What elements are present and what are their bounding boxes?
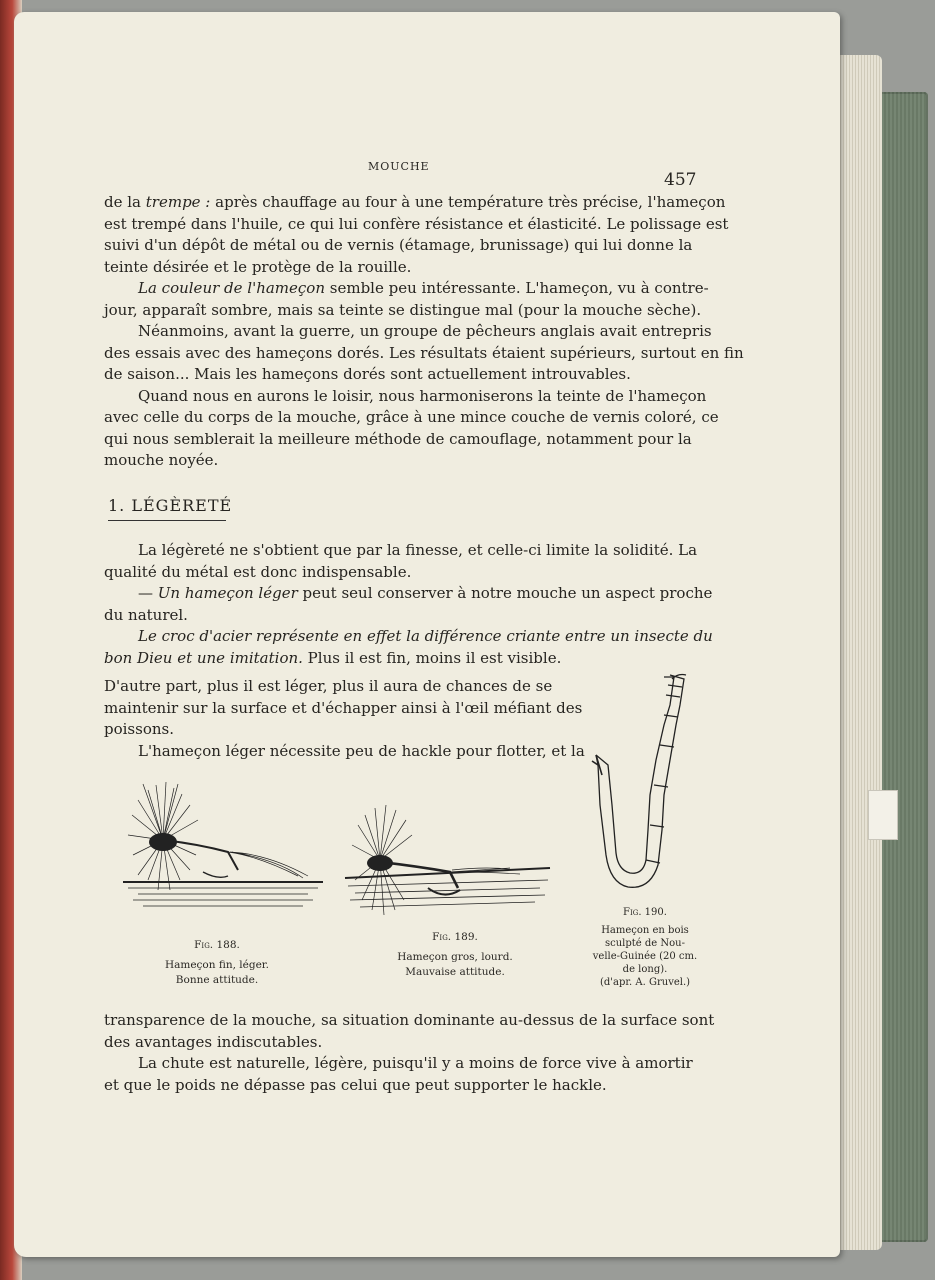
fig-189-caption-line: Mauvaise attitude.	[405, 966, 505, 978]
fig-188-caption-line: Bonne attitude.	[175, 974, 259, 986]
fig-190-caption-line: de long).	[622, 964, 668, 975]
text-line: qualité du métal est donc indispensable.	[104, 562, 412, 581]
fig-188-label: Fig. 188.	[194, 939, 240, 951]
text-line: poissons.	[104, 720, 174, 738]
paragraph-hook-tempering	[104, 192, 744, 472]
fig-190-caption-line: sculpté de Nou-	[605, 938, 685, 949]
text-line: transparence de la mouche, sa situation dominante au-dessus de la surface sont	[104, 1011, 715, 1029]
text-line: Néanmoins, avant la guerre, un groupe de pêcheurs anglais avait entrepris	[138, 322, 712, 340]
fig-189-label: Fig. 189.	[432, 931, 478, 943]
page-number: 457	[664, 170, 697, 190]
paragraph-lightness	[104, 540, 713, 669]
fig-189-heavy-hook-fly-illustration	[340, 800, 555, 925]
bookmark-tab	[868, 790, 898, 840]
fig-189-caption-line: Hameçon gros, lourd.	[397, 951, 513, 963]
text-line: L'hameçon léger nécessite peu de hackle pour flotter, et la	[138, 741, 585, 760]
fig-188-light-hook-fly-illustration	[118, 780, 328, 915]
text-line: qui nous semblerait la meilleure méthode de camouflage, notamment pour la	[104, 429, 692, 448]
section-heading: 1. LÉGÈRETÉ	[108, 496, 233, 515]
running-head: MOUCHE	[368, 160, 430, 173]
text-line: jour, apparaît sombre, mais sa teinte se distingue mal (pour la mouche sèche).	[104, 300, 702, 319]
text-line: des essais avec des hameçons dorés. Les résultats étaient supérieurs, surtout en fin	[104, 343, 744, 362]
fig-189-caption	[370, 930, 540, 980]
fig-190-caption	[580, 906, 710, 989]
text-line: avec celle du corps de la mouche, grâce à une mince couche de vernis coloré, ce	[104, 408, 719, 426]
text-line: maintenir sur la surface et d'échapper ainsi à l'œil méfiant des	[104, 698, 583, 717]
fig-190-caption-line: Hameçon en bois	[601, 925, 689, 936]
text-line: D'autre part, plus il est léger, plus il aura de chances de se	[104, 677, 553, 695]
text-line: La légèreté ne s'obtient que par la finesse, et celle-ci limite la solidité. La	[138, 541, 698, 559]
fig-190-wooden-hook-illustration	[588, 665, 698, 900]
paragraph-surface	[104, 676, 585, 762]
text-line: de la trempe : après chauffage au four à une température très précise, l'hameçon	[104, 193, 726, 211]
text-line: est trempé dans l'huile, ce qui lui confère résistance et élasticité. Le polissage est	[104, 214, 729, 233]
text-line: — Un hameçon léger peut seul conserver à notre mouche un aspect proche	[138, 584, 713, 602]
fig-190-label: Fig. 190.	[623, 907, 667, 918]
text-line: et que le poids ne dépasse pas celui que peut supporter le hackle.	[104, 1075, 607, 1094]
heading-underline	[108, 520, 226, 521]
text-line: suivi d'un dépôt de métal ou de vernis (étamage, brunissage) qui lui donne la	[104, 236, 693, 254]
fig-188-caption-line: Hameçon fin, léger.	[164, 959, 270, 971]
fig-188-caption	[132, 938, 302, 988]
fig-190-caption-line: (d'apr. A. Gruvel.)	[599, 977, 691, 988]
fig-190-caption-line: velle-Guinée (20 cm.	[592, 951, 698, 962]
text-line: Le croc d'acier représente en effet la différence criante entre un insecte du	[138, 627, 713, 645]
text-line: des avantages indiscutables.	[104, 1032, 323, 1051]
text-line: La chute est naturelle, légère, puisqu'il y a moins de force vive à amortir	[138, 1054, 693, 1072]
text-line: teinte désirée et le protège de la rouille.	[104, 257, 412, 276]
text-line: La couleur de l'hameçon semble peu intéressante. L'hameçon, vu à contre-	[138, 279, 709, 297]
text-line: de saison... Mais les hameçons dorés sont actuellement introuvables.	[104, 365, 631, 383]
text-line: du naturel.	[104, 605, 188, 624]
paragraph-fall	[104, 1010, 715, 1096]
text-line: Quand nous en aurons le loisir, nous harmoniserons la teinte de l'hameçon	[138, 386, 707, 405]
text-line: bon Dieu et une imitation. Plus il est fin, moins il est visible.	[104, 648, 562, 667]
text-line: mouche noyée.	[104, 451, 219, 469]
